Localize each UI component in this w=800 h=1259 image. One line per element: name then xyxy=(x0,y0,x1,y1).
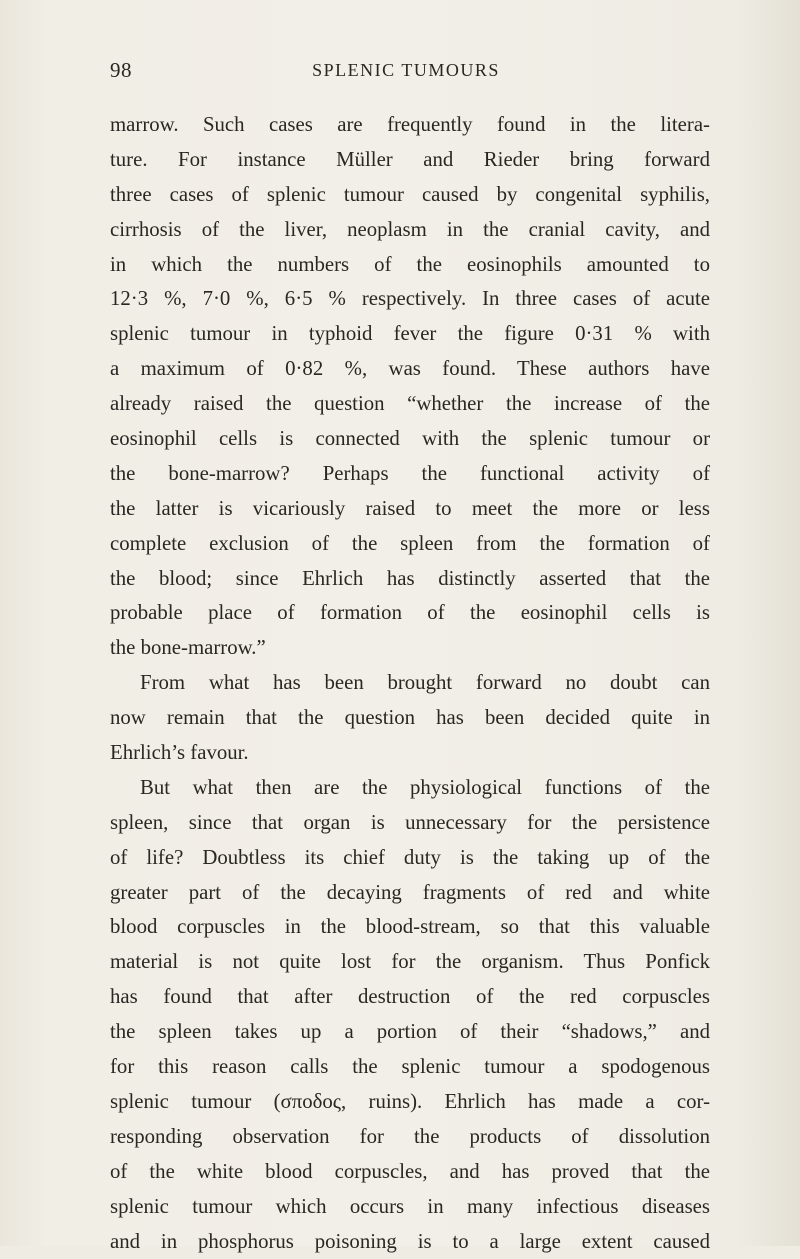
text-line: complete exclusion of the spleen from the formation of xyxy=(110,527,710,562)
text-line: probable place of formation of the eosinophil cells is xyxy=(110,596,710,631)
text-line: the latter is vicariously raised to meet the more or less xyxy=(110,492,710,527)
text-line: blood corpuscles in the blood-stream, so that this valuable xyxy=(110,910,710,945)
text-line: spleen, since that organ is unnecessary for the persistence xyxy=(110,806,710,841)
text-line: eosinophil cells is connected with the splenic tumour or xyxy=(110,422,710,457)
text-line: the blood; since Ehrlich has distinctly asserted that the xyxy=(110,562,710,597)
text-line: splenic tumour (σποδος, ruins). Ehrlich has made a cor- xyxy=(110,1085,710,1120)
body-text xyxy=(110,108,710,1259)
text-line: a maximum of 0·82 %, was found. These authors have xyxy=(110,352,710,387)
text-line: splenic tumour which occurs in many infectious diseases xyxy=(110,1190,710,1225)
text-line: responding observation for the products of dissolution xyxy=(110,1120,710,1155)
text-line: But what then are the physiological functions of the xyxy=(110,771,710,806)
text-line: of the white blood corpuscles, and has proved that the xyxy=(110,1155,710,1190)
running-head: SPLENIC TUMOURS xyxy=(110,60,702,81)
text-line: the bone-marrow.” xyxy=(110,631,710,666)
text-line: already raised the question “whether the increase of the xyxy=(110,387,710,422)
text-line: marrow. Such cases are frequently found in the litera- xyxy=(110,108,710,143)
text-line: in which the numbers of the eosinophils amounted to xyxy=(110,248,710,283)
text-line: splenic tumour in typhoid fever the figure 0·31 % with xyxy=(110,317,710,352)
text-line: three cases of splenic tumour caused by congenital syphilis, xyxy=(110,178,710,213)
page-header xyxy=(110,58,702,88)
text-line: has found that after destruction of the red corpuscles xyxy=(110,980,710,1015)
text-line: the spleen takes up a portion of their “shadows,” and xyxy=(110,1015,710,1050)
text-line: greater part of the decaying fragments of red and white xyxy=(110,876,710,911)
text-line: 12·3 %, 7·0 %, 6·5 % respectively. In three cases of acute xyxy=(110,282,710,317)
text-line: of life? Doubtless its chief duty is the taking up of the xyxy=(110,841,710,876)
text-line: the bone-marrow? Perhaps the functional activity of xyxy=(110,457,710,492)
text-line: Ehrlich’s favour. xyxy=(110,736,710,771)
page-number: 98 xyxy=(110,58,132,83)
text-line: and in phosphorus poisoning is to a large extent caused xyxy=(110,1225,710,1259)
text-line: material is not quite lost for the organism. Thus Ponfick xyxy=(110,945,710,980)
text-line: From what has been brought forward no doubt can xyxy=(110,666,710,701)
text-line: for this reason calls the splenic tumour a spodogenous xyxy=(110,1050,710,1085)
text-line: ture. For instance Müller and Rieder bring forward xyxy=(110,143,710,178)
text-line: now remain that the question has been decided quite in xyxy=(110,701,710,736)
text-line: cirrhosis of the liver, neoplasm in the cranial cavity, and xyxy=(110,213,710,248)
